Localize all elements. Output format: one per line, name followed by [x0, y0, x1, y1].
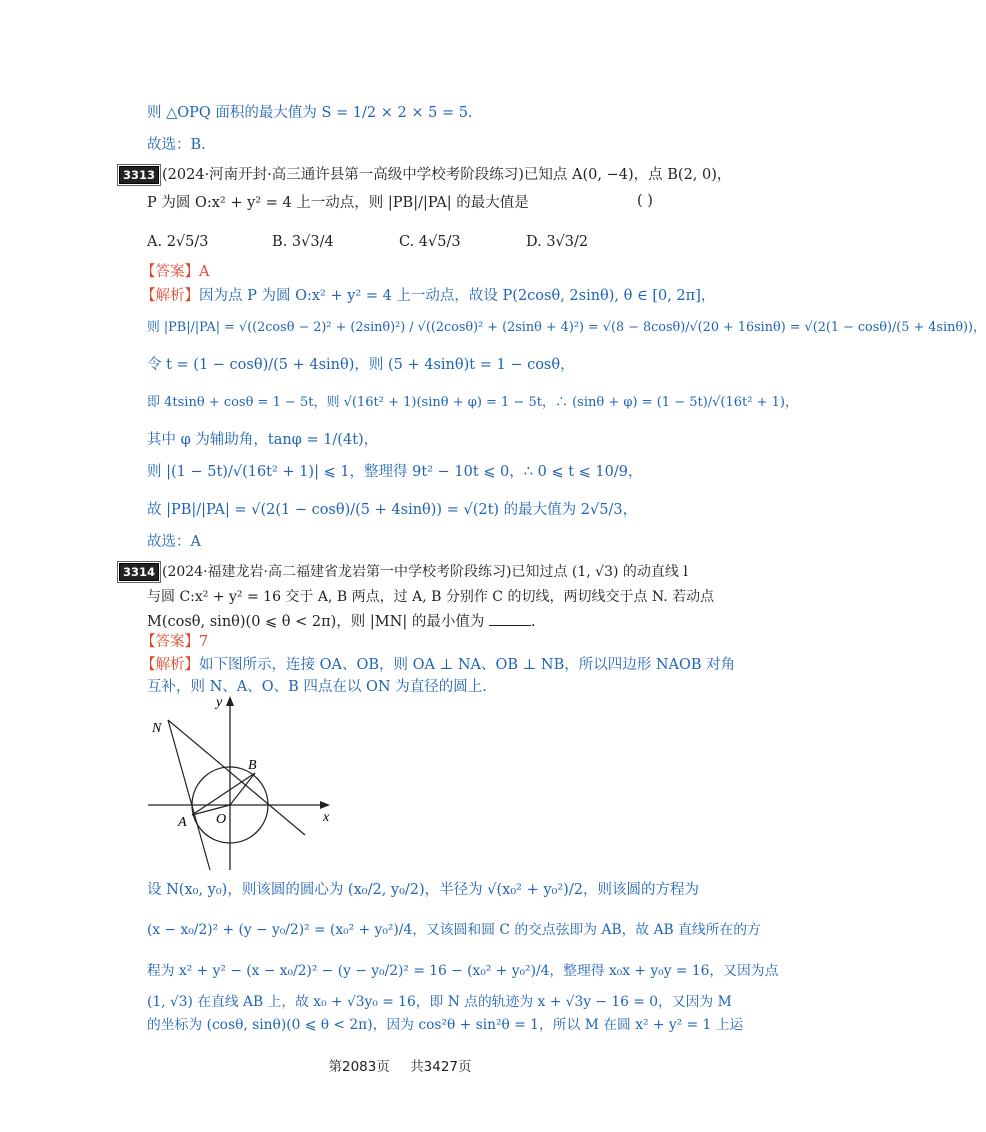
- segment-ob: [230, 773, 255, 805]
- solution-tag: 【解析】: [141, 288, 199, 304]
- solution-line: 则 |(1 − 5t)/√(16t² + 1)| ⩽ 1，整理得 9t² − 10t ⩽ 0，∴ 0 ⩽ t ⩽ 10/9，: [147, 464, 643, 480]
- page-footer: [0, 1055, 800, 1075]
- label-o: O: [216, 812, 227, 827]
- label-n: N: [152, 721, 162, 736]
- answer-blank: [489, 611, 531, 626]
- answer-tag: 【答案】: [141, 634, 199, 650]
- answer-value: A: [199, 264, 210, 280]
- problem-text: 与圆 C:x² + y² = 16 交于 A, B 两点，过 A, B 分别作 C 的切线，两切线交于点 N. 若动点: [147, 589, 715, 605]
- option-a: A. 2√5/3: [147, 234, 209, 250]
- problem-number-3314: 3314: [119, 563, 159, 581]
- solution-line: 故选：B.: [147, 137, 206, 153]
- solution-text: 如下图所示，连接 OA、OB，则 OA ⊥ NA、OB ⊥ NB，所以四边形 NAOB 对角: [199, 657, 736, 673]
- label-a: A: [178, 815, 187, 830]
- solution-line: 则 |PB|/|PA| = √((2cosθ − 2)² + (2sinθ)²) / √((2cosθ)² + (2sinθ + 4)²) = √(8 − 8cosθ)/√(20 + 16sinθ) = √(2(1 − cosθ)/(5 + 4sinθ))，: [147, 320, 986, 335]
- answer-value: 7: [199, 634, 209, 650]
- label-b: B: [248, 758, 257, 773]
- solution-line: [141, 286, 715, 306]
- problem-text: (2024·河南开封·高三通许县第一高级中学校考阶段练习)已知点 A(0, −4)，点 B(2, 0)，: [162, 167, 732, 183]
- tangent-line-a: [168, 720, 210, 870]
- solution-line: 故选：A: [147, 534, 201, 550]
- solution-line: 其中 φ 为辅助角，tanφ = 1/(4t)，: [147, 432, 379, 448]
- geometry-diagram: [140, 690, 340, 875]
- option-b: B. 3√3/4: [272, 234, 334, 250]
- solution-line: 的坐标为 (cosθ, sinθ)(0 ⩽ θ < 2π)，因为 cos²θ + sin²θ = 1，所以 M 在圆 x² + y² = 1 上运: [147, 1017, 744, 1033]
- solution-line: 故 |PB|/|PA| = √(2(1 − cosθ)/(5 + 4sinθ)) = √(2t) 的最大值为 2√5/3，: [147, 502, 638, 518]
- solution-line: (1, √3) 在直线 AB 上，故 x₀ + √3y₀ = 16，即 N 点的轨迹为 x + √3y − 16 = 0，又因为 M: [147, 994, 732, 1010]
- solution-line: 互补，则 N、A、O、B 四点在以 ON 为直径的圆上.: [147, 679, 487, 695]
- solution-line: (x − x₀/2)² + (y − y₀/2)² = (x₀² + y₀²)/4，又该圆和圆 C 的交点弦即为 AB，故 AB 直线所在的方: [147, 922, 761, 938]
- solution-line: [141, 655, 735, 675]
- problem-text-part: M(cosθ, sinθ)(0 ⩽ θ < 2π)，则 |MN| 的最小值为: [147, 614, 485, 630]
- page-total: 共3427页: [410, 1059, 472, 1075]
- solution-line: 令 t = (1 − cosθ)/(5 + 4sinθ)，则 (5 + 4sinθ)t = 1 − cosθ，: [147, 357, 575, 373]
- solution-line: 则 △OPQ 面积的最大值为 S = 1/2 × 2 × 5 = 5.: [147, 105, 473, 121]
- problem-text: P 为圆 O:x² + y² = 4 上一动点，则 |PB|/|PA| 的最大值是: [147, 195, 529, 211]
- solution-line: 程为 x² + y² − (x − x₀/2)² − (y − y₀/2)² = 16 − (x₀² + y₀²)/4，整理得 x₀x + y₀y = 16，又因为点: [147, 963, 779, 979]
- x-axis-arrow: [320, 801, 330, 809]
- option-c: C. 4√5/3: [399, 234, 461, 250]
- problem-text: [147, 611, 536, 632]
- label-y: y: [216, 695, 223, 710]
- answer-tag: 【答案】: [141, 264, 199, 280]
- option-d: D. 3√3/2: [526, 234, 589, 250]
- solution-line: 设 N(x₀, y₀)，则该圆的圆心为 (x₀/2, y₀/2)，半径为 √(x₀² + y₀²)/2，则该圆的方程为: [147, 882, 699, 898]
- y-axis-arrow: [226, 696, 234, 706]
- page-number: 第2083页: [328, 1059, 390, 1075]
- answer-paren: ( ): [637, 193, 653, 209]
- solution-text: 因为点 P 为圆 O:x² + y² = 4 上一动点，故设 P(2cosθ, 2sinθ), θ ∈ [0, 2π]，: [199, 288, 716, 304]
- label-x: x: [323, 810, 330, 825]
- problem-text: (2024·福建龙岩·高二福建省龙岩第一中学校考阶段练习)已知过点 (1, √3) 的动直线 l: [162, 564, 688, 580]
- tangent-line-b: [168, 720, 305, 835]
- answer-line: [141, 632, 208, 652]
- answer-line: [141, 262, 209, 282]
- problem-number-3313: 3313: [119, 166, 159, 184]
- solution-tag: 【解析】: [141, 657, 199, 673]
- solution-line: 即 4tsinθ + cosθ = 1 − 5t，则 √(16t² + 1)(sinθ + φ) = 1 − 5t，∴ (sinθ + φ) = (1 − 5t)/√(16t² + 1)，: [147, 395, 798, 410]
- problem-text-part: .: [530, 614, 536, 630]
